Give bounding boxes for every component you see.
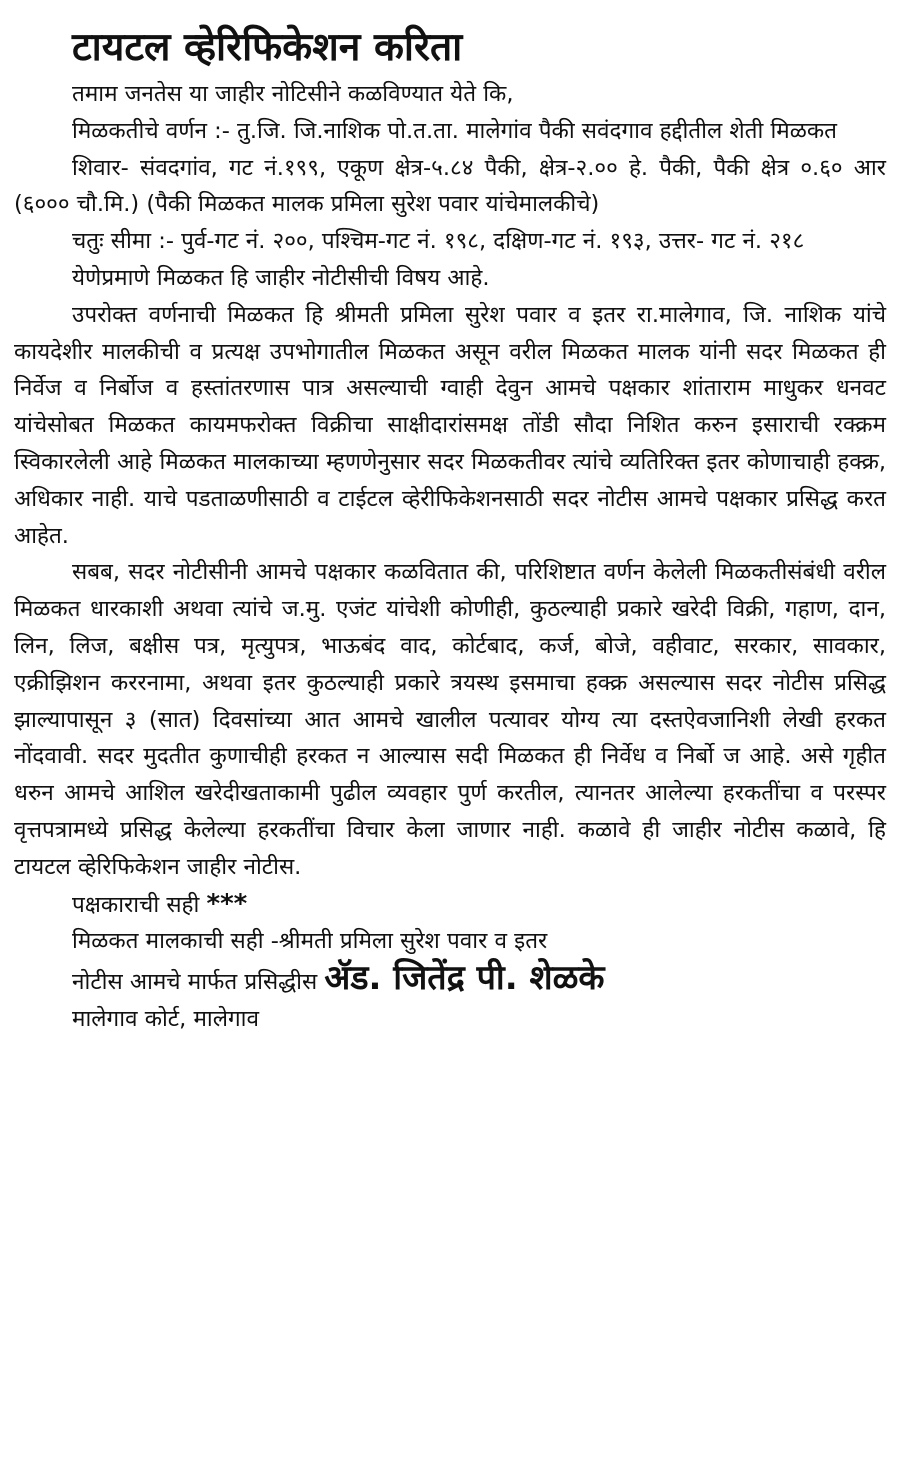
property-description: मिळकतीचे वर्णन :- तु.जि. जि.नाशिक पो.त.ता. मालेगांव पैकी सवंदगाव हद्दीतील शेती मिळकत [72, 117, 837, 144]
advocate-name: ॲड. जितेंद्र पी. शेळके [324, 958, 605, 999]
owner-signature-line: मिळकत मालकाची सही -श्रीमती प्रमिला सुरेश पवार व इतर [72, 928, 548, 955]
court-address: मालेगाव कोर्ट, मालेगाव [72, 1005, 259, 1032]
published-through-label: नोटीस आमचे मार्फत प्रसिद्धीस [72, 969, 318, 996]
notice-title: टायटल व्हेरिफिकेशन करिता [72, 25, 463, 70]
boundaries: चतुः सीमा :- पुर्व-गट नं. २००, पश्चिम-गट नं. १९८, दक्षिण-गट नं. १९३, उत्तर- गट नं. २१८ [72, 228, 805, 255]
publisher-line [14, 960, 886, 1001]
signature-stars: *** [206, 888, 248, 919]
client-signature-line [14, 886, 886, 924]
subject-line: येणेप्रमाणे मिळकत हि जाहीर नोटीसीची विषय आहे. [72, 264, 490, 291]
body-paragraph-1: उपरोक्त वर्णनाची मिळकत हि श्रीमती प्रमिला सुरेश पवार व इतर रा.मालेगाव, जि. नाशिक यांचे कायदेशीर मालकीची व प्रत्यक्ष उपभोगातील मिळकत असून वरील मिळकत मालक यांनी सदर मिळकत ही निर्वेज व निर्बोज व हस्तांतरणास पात्र असल्याची ग्वाही देवुन आमचे पक्षकार शांताराम माधुकर धनवट यांचेसोबत मिळकत कायमफरोक्त विक्रीचा साक्षीदारांसमक्ष तोंडी सौदा निशित करुन इसाराची रक्क्रम स्विकारलेली आहे मिळकत मालकाच्या म्हणणेनुसार सदर मिळकतीवर त्यांचे व्यतिरिक्त इतर कोणाचाही हक्क्र, अधिकार नाही. याचे पडताळणीसाठी व टाईटल व्हेरीफिकेशनसाठी सदर नोटीस आमचे पक्षकार प्रसिद्ध करत आहेत. [14, 301, 886, 549]
shivar-details: शिवार- संवदगांव, गट नं.१९९, एकूण क्षेत्र-५.८४ पैकी, क्षेत्र-२.०० हे. पैकी, पैकी क्षेत्र ०.६० आर (६००० चौ.मि.) (पैकी मिळकत मालक प्रमिला सुरेश पवार यांचेमालकीचे) [14, 154, 886, 218]
body-paragraph-2: सबब, सदर नोटीसीनी आमचे पक्षकार कळवितात की, परिशिष्टात वर्णन केलेली मिळकतीसंबंधी वरील मिळकत धारकाशी अथवा त्यांचे ज.मु. एजंट यांचेशी कोणीही, कुठल्याही प्रकारे खरेदी विक्री, गहाण, दान, लिन, लिज, बक्षीस पत्र, मृत्युपत्र, भाऊबंद वाद, कोर्टबाद, कर्ज, बोजे, वहीवाट, सरकार, सावकार, एक्रीझिशन कररनामा, अथवा इतर कुठल्याही प्रकारे त्रयस्थ इसमाचा हक्क्र असल्यास सदर नोटीस प्रसिद्ध झाल्यापासून ३ (सात) दिवसांच्या आत आमचे खालील पत्यावर योग्य त्या दस्तऐवजानिशी लेखी हरकत नोंदवावी. सदर मुदतीत कुणाचीही हरकत न आल्यास सदी मिळकत ही निर्वेध व निर्बो ज आहे. असे गृहीत धरुन आमचे आशिल खरेदीखताकामी पुढील व्यवहार पुर्ण करतील, त्यानतर आलेल्या हरकतींचा व परस्पर वृत्तपत्रामध्ये प्रसिद्ध केलेल्या हरकतींचा विचार केला जाणार नाही. कळावे ही जाहीर नोटीस कळावे, हि टायटल व्हेरिफिकेशन जाहीर नोटीस. [14, 559, 886, 880]
intro-line: तमाम जनतेस या जाहीर नोटिसीने कळविण्यात येते कि, [72, 81, 514, 107]
client-signature-label: पक्षकाराची सही [72, 891, 200, 918]
